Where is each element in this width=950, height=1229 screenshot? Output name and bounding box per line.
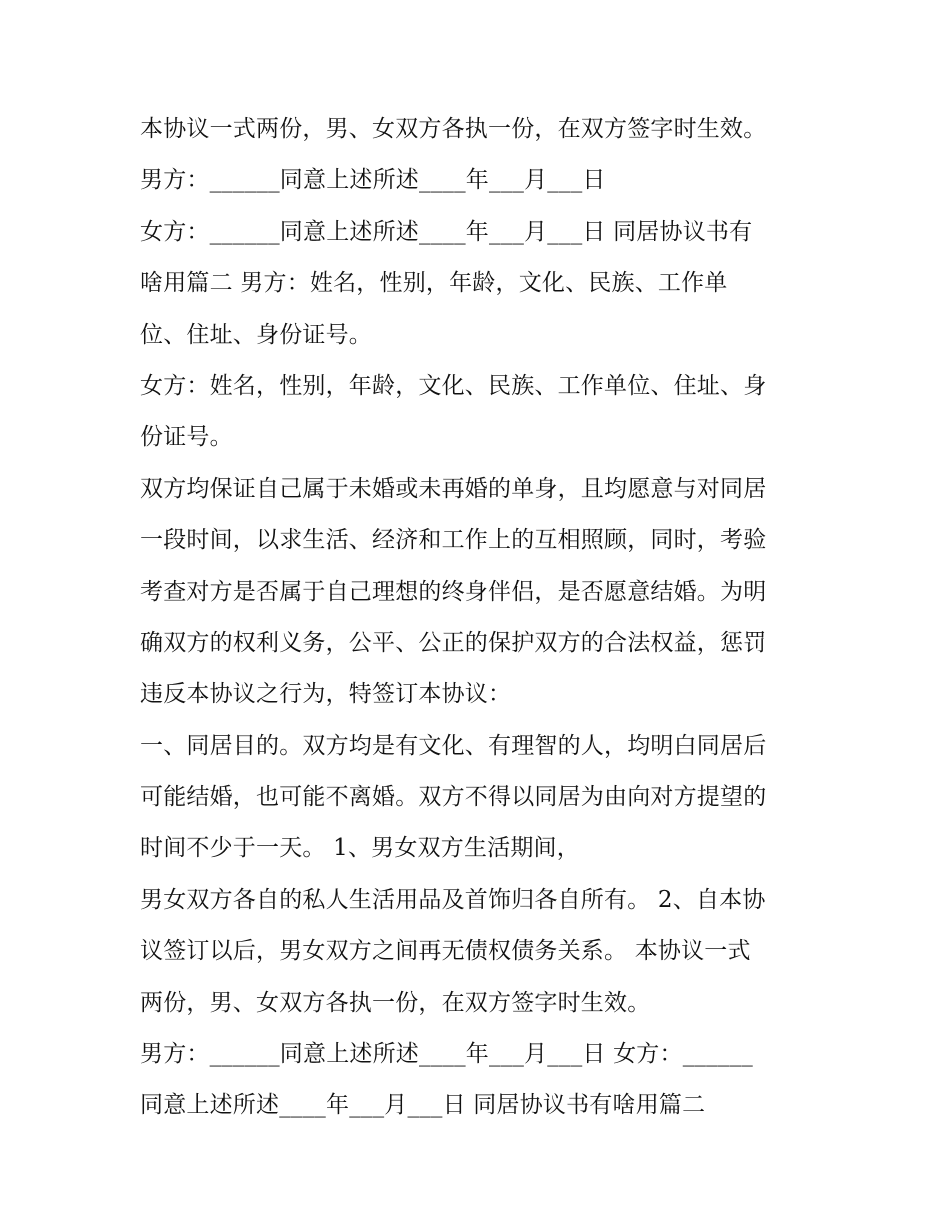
text-line: 一段时间，以求生活、经济和工作上的互相照顾，同时，考验 [140,527,767,554]
text-line: 男女双方各自的私人生活用品及首饰归各自所有。 2、自本协 [140,886,766,913]
text-line: 位、住址、身份证号。 [140,321,372,348]
document-body [140,104,830,1132]
text-line: 议签订以后，男女双方之间再无债权债务关系。 本协议一式 [140,938,751,965]
text-line: 违反本协议之行为，特签订本协议： [140,681,512,708]
text-line: 本协议一式两份，男、女双方各执一份，在双方签字时生效。 [140,116,767,142]
text-line: 男方：______同意上述所述____年___月___日 [140,167,606,194]
text-line: 男方：______同意上述所述____年___月___日 女方：______ [140,1041,753,1068]
text-line: 女方：姓名，性别，年龄，文化、民族、工作单位、住址、身 [140,372,767,399]
text-line: 份证号。 [140,424,233,451]
text-line: 同意上述所述____年___月___日 同居协议书有啥用篇二 [140,1092,706,1119]
text-line: 女方：______同意上述所述____年___月___日 同居协议书有 [140,218,753,245]
text-line: 确双方的权利义务，公平、公正的保护双方的合法权益，惩罚 [140,629,767,656]
text-line: 两份，男、女双方各执一份，在双方签字时生效。 [140,989,651,1016]
text-line: 考查对方是否属于自己理想的终身伴侣，是否愿意结婚。为明 [140,578,767,605]
text-line: 一、同居目的。双方均是有文化、有理智的人，均明白同居后 [140,732,767,759]
text-line: 可能结婚，也可能不离婚。双方不得以同居为由向对方提望的 [140,784,767,811]
text-line: 时间不少于一天。 1、男女双方生活期间， [140,835,580,862]
text-line: 啥用篇二 男方：姓名，性别，年龄，文化、民族、工作单 [140,270,728,297]
text-line: 双方均保证自己属于未婚或未再婚的单身，且均愿意与对同居 [140,475,767,502]
